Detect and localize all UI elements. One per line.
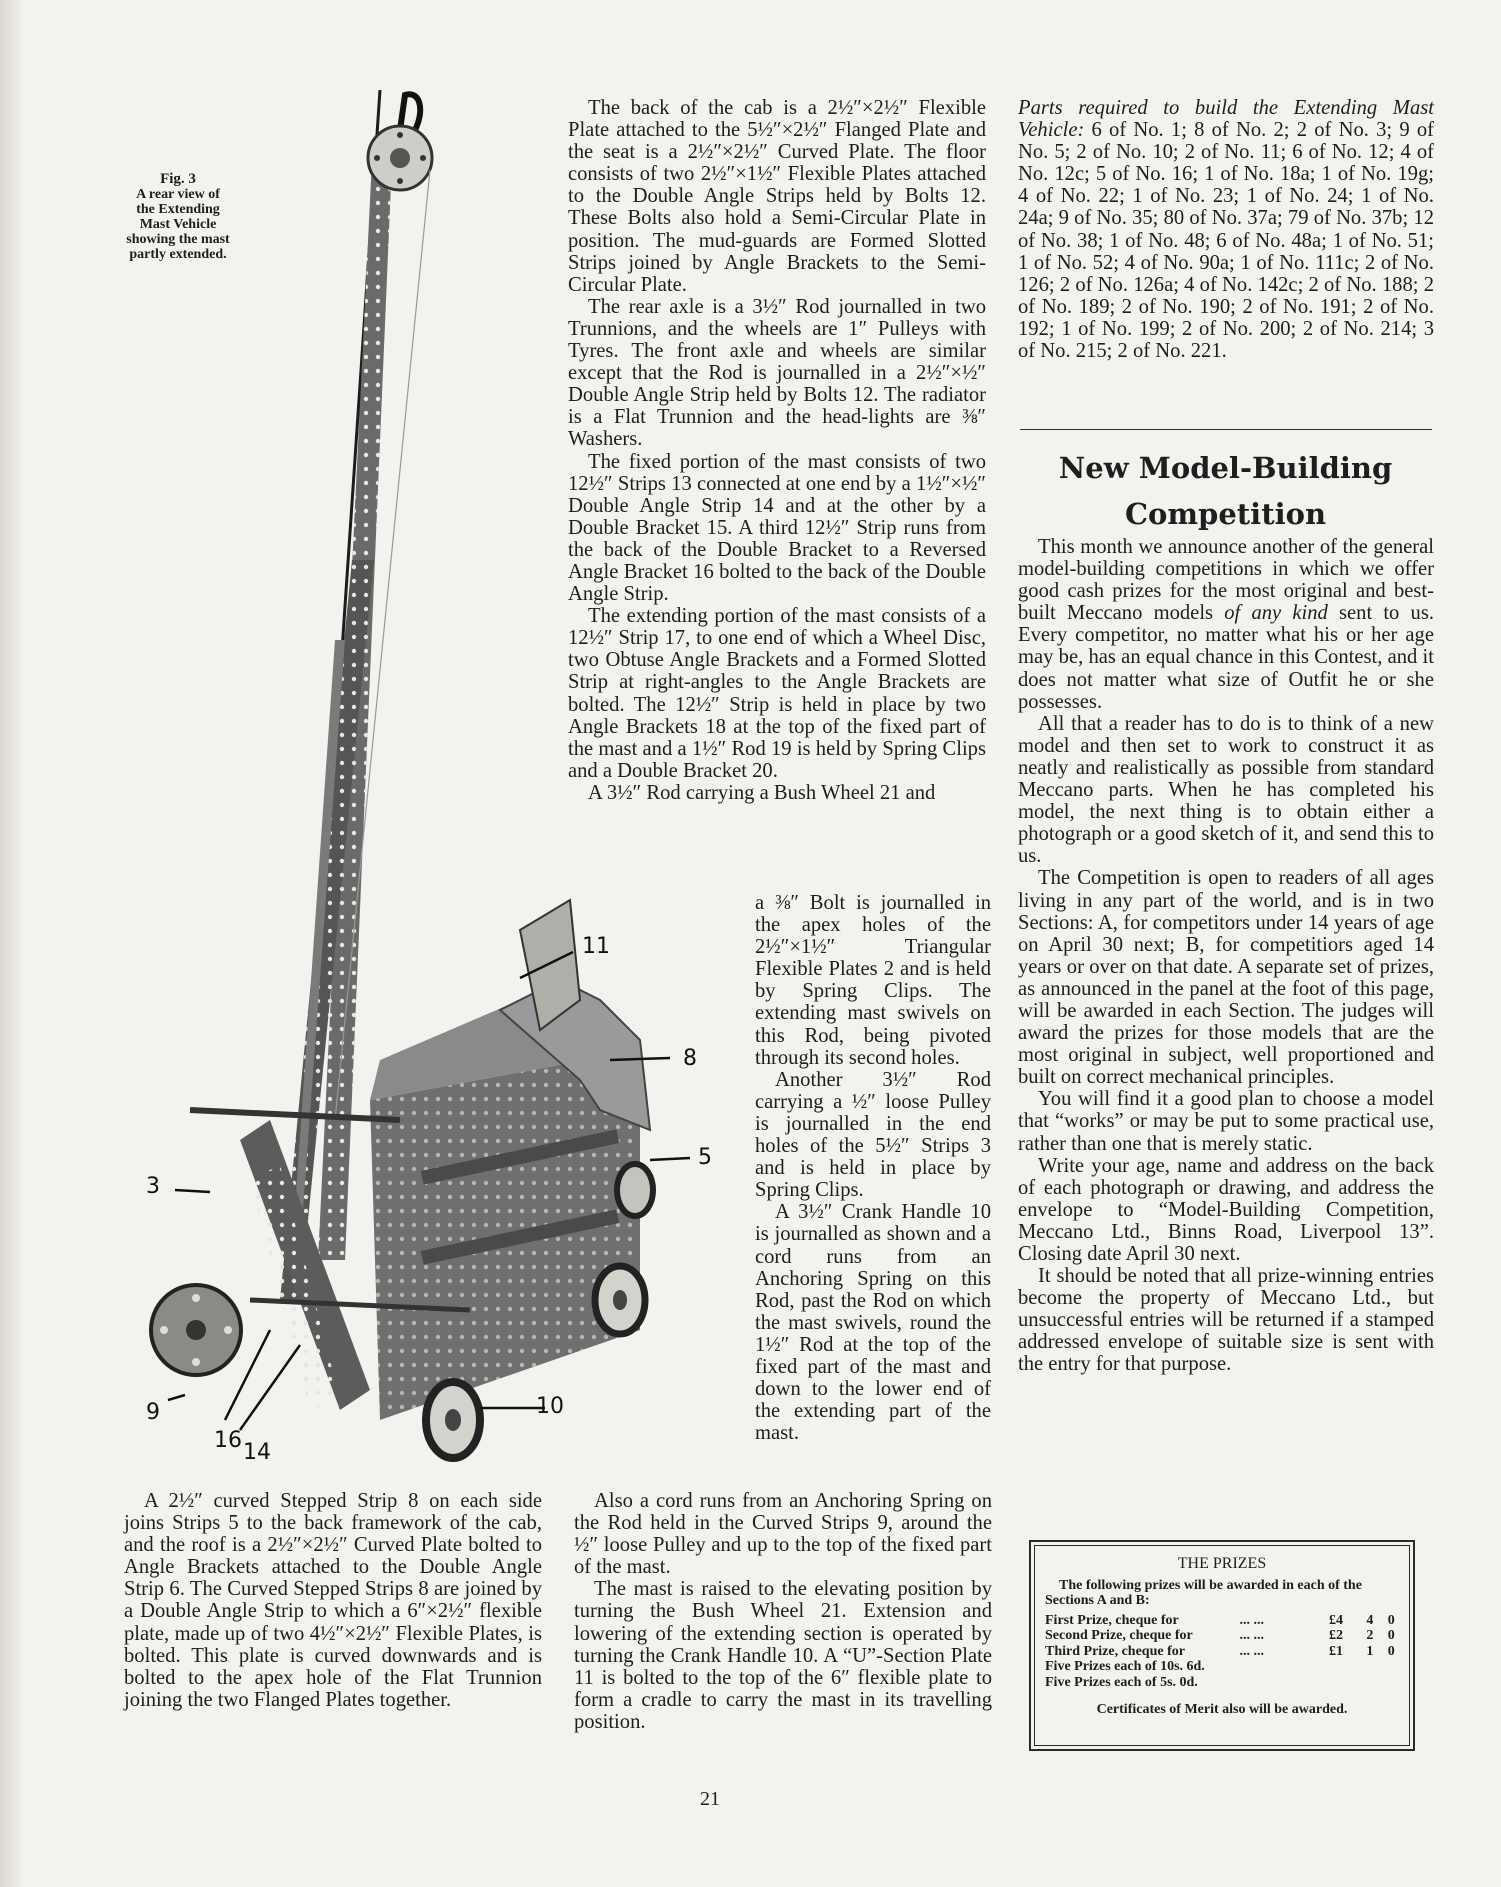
left-paragraph: A 2½″ curved Stepped Strip 8 on each side joins Strips 5 to the back framework of the cab, and the roof is a 2½″×2½″ Curved Plate bolted to Angle Brackets attached to the Double Angle Strip 6. The Curved Stepped Strips 8 are joined by a Double Angle Strip to which a 6″×2½″ flexible plate, made up of two 4½″×2½″ Flexible Plates, is bolted. This plate is curved downwards and is bolted to the apex hole of the Flat Trunnion joining the two Flanged Plates together.	[124, 1490, 542, 1711]
prizes-intro: The following prizes will be awarded in each of the Sections A and B:	[1045, 1577, 1362, 1608]
prize-extra: Five Prizes each of 5s. 0d.	[1045, 1674, 1198, 1690]
left-column	[124, 1490, 542, 1711]
callout-10: 10	[536, 1394, 564, 1419]
competition-p1-before: This month we announce another of the general model-building competitions in which we offer good cash prizes for the most original and best-built Meccano models	[1018, 536, 1434, 625]
middle-narrow-paragraph: A 3½″ Crank Handle 10 is journalled as shown and a cord runs from an Anchoring Spring on this Rod, past the Rod on which the mast swivels, round the 1½″ Rod at the top of the fixed part of the mast and down to the lower end of the extending part of the mast.	[755, 1201, 991, 1445]
callout-11: 11	[582, 934, 610, 959]
competition-paragraph	[1018, 536, 1434, 713]
competition-text	[1018, 536, 1434, 1376]
competition-paragraph: All that a reader has to do is to think of a new model and then set to work to construct it as neatly and realistically as possible from standard Meccano parts. When he has completed his model, the next thing is to obtain either a photograph or a good sketch of it, and send this to us.	[1018, 712, 1434, 868]
prize-dots: ... ...	[1239, 1643, 1265, 1659]
prize-pence: 0	[1387, 1643, 1395, 1659]
prize-pence: 0	[1387, 1628, 1395, 1643]
prize-label: Third Prize, cheque for	[1045, 1643, 1185, 1659]
prize-row-second	[1045, 1628, 1401, 1644]
prize-shillings: 4	[1366, 1612, 1374, 1628]
callout-14: 14	[243, 1440, 271, 1465]
prize-pence: 0	[1387, 1612, 1395, 1628]
parts-list-text: 6 of No. 1; 8 of No. 2; 2 of No. 3; 9 of No. 5; 2 of No. 10; 2 of No. 11; 6 of No. 12; 4 of No. 12c; 5 of No. 16; 1 of No. 18a; 1 of No. 19g; 4 of No. 22; 1 of No. 23; 1 of No. 24; 1 of No. 24a; 9 of No. 35; 80 of No. 37a; 79 of No. 37b; 12 of No. 38; 1 of No. 48; 6 of No. 48a; 1 of No. 51; 1 of No. 52; 4 of No. 90a; 1 of No. 111c; 2 of No. 126; 2 of No. 126a; 4 of No. 142c; 2 of No. 188; 2 of No. 189; 2 of No. 190; 2 of No. 191; 2 of No. 192; 1 of No. 199; 2 of No. 200; 2 of No. 214; 3 of No. 215; 2 of No. 221.	[1018, 119, 1434, 363]
parts-label: Parts required to build the Extending Mast Vehicle:	[1018, 97, 1434, 142]
parts-list	[1018, 97, 1434, 362]
caption-line: the Extending	[136, 202, 220, 217]
prize-extra: Five Prizes each of 10s. 6d.	[1045, 1659, 1205, 1674]
prizes-footer: Certificates of Merit also will be awarded.	[1096, 1702, 1348, 1717]
middle-paragraph: The extending portion of the mast consists of a 12½″ Strip 17, to one end of which a Wheel Disc, two Obtuse Angle Brackets and a Formed Slotted Strip at right-angles to the Angle Brackets are bolted. The 12½″ Strip is held in place by two Angle Brackets 18 at the top of the fixed part of the mast and a 1½″ Rod 19 is held by Spring Clips and a Double Bracket 20.	[568, 605, 986, 782]
competition-paragraph: Write your age, name and address on the back of each photograph or drawing, and address the envelope to “Model-Building Competition, Meccano Ltd., Binns Road, Liverpool 13”. Closing date April 30 next.	[1018, 1154, 1434, 1265]
middle-paragraph: The fixed portion of the mast consists of two 12½″ Strips 13 connected at one end by a 1½″×½″ Double Angle Strip 14 and at the other by a Double Bracket 15. A third 12½″ Strip runs from the back of the Double Bracket to a Reversed Angle Bracket 16 bolted to the back of the Double Angle Strip.	[568, 450, 986, 606]
callout-5: 5	[698, 1145, 712, 1170]
caption-fig-label: Fig. 3	[160, 171, 196, 187]
competition-paragraph: You will find it a good plan to choose a model that “works” or may be put to some practical use, rather than one that is merely static.	[1018, 1088, 1434, 1155]
caption-line: partly extended.	[129, 247, 227, 262]
section-divider	[1020, 429, 1432, 430]
middle-bottom-paragraph: Also a cord runs from an Anchoring Spring on the Rod held in the Curved Strips 9, around the ½″ loose Pulley and up to the top of the fixed part of the mast.	[574, 1490, 992, 1579]
middle-paragraph: The rear axle is a 3½″ Rod journalled in two Trunnions, and the wheels are 1″ Pulleys with Tyres. The front axle and wheels are similar except that the Rod is journalled in a 2½″×½″ Double Angle Strip held by Bolts 12. The radiator is a Flat Trunnion and the head-lights are ⅜″ Washers.	[568, 295, 986, 451]
prize-row-third	[1045, 1644, 1401, 1660]
callout-16: 16	[214, 1428, 242, 1453]
caption-line: A rear view of	[136, 187, 220, 202]
prizes-inner-border	[1034, 1545, 1410, 1746]
middle-column-top	[568, 97, 986, 804]
prize-label: Second Prize, cheque for	[1045, 1628, 1193, 1643]
prize-shillings: 2	[1366, 1628, 1374, 1643]
callout-9: 9	[146, 1400, 160, 1425]
prize-dots: ... ...	[1239, 1628, 1265, 1643]
prize-shillings: 1	[1366, 1643, 1374, 1659]
page-edge-shadow	[0, 0, 22, 1887]
page-number: 21	[700, 1788, 720, 1810]
middle-column-bottom	[574, 1490, 992, 1733]
prize-label: First Prize, cheque for	[1045, 1612, 1179, 1628]
prize-pounds: £1	[1329, 1643, 1344, 1659]
middle-paragraph: The back of the cab is a 2½″×2½″ Flexible Plate attached to the 5½″×2½″ Flanged Plate and the seat is a 2½″×2½″ Curved Plate. The floor consists of two 2½″×1½″ Flexible Plates attached to the Double Angle Strips held by Bolts 12. These Bolts also hold a Semi-Circular Plate in position. The mud-guards are Formed Slotted Strips joined by Angle Brackets to the Semi-Circular Plate.	[568, 97, 986, 296]
prizes-panel	[1029, 1540, 1415, 1751]
callout-3: 3	[146, 1174, 160, 1199]
heading-line-1: New Model-Building	[1058, 451, 1393, 485]
competition-p1-emphasis: of any kind	[1224, 602, 1328, 625]
prizes-title: THE PRIZES	[1177, 1555, 1267, 1572]
competition-paragraph: The Competition is open to readers of all ages living in any part of the world, and is in two Sections: A, for competitors under 14 years of age on April 30 next; B, for competitiors aged 14 years or over on that date. A separate set of prizes, as announced in the panel at the foot of this page, will be awarded in each Section. The judges will award the prizes for those models that are the most original in subject, well proportioned and built on correct mechanical principles.	[1018, 867, 1434, 1089]
middle-bottom-paragraph: The mast is raised to the elevating position by turning the Bush Wheel 21. Extension and lowering of the extending section is operated by turning the Crank Handle 10. A “U”-Section Plate 11 is bolted to the top of the 6″ flexible plate to form a cradle to carry the mast in its travelling position.	[574, 1578, 992, 1733]
prize-row-first	[1045, 1613, 1401, 1629]
callout-8: 8	[683, 1046, 697, 1071]
middle-wrap-intro: A 3½″ Rod carrying a Bush Wheel 21 and	[588, 781, 936, 804]
vehicle-body	[190, 900, 650, 1420]
prize-dots: ... ...	[1239, 1612, 1265, 1628]
prize-pounds: £4	[1329, 1612, 1344, 1628]
prize-pounds: £2	[1329, 1628, 1344, 1643]
middle-column-narrow	[755, 892, 991, 1444]
middle-narrow-paragraph: Another 3½″ Rod carrying a ½″ loose Pulley is journalled in the end holes of the 5½″ Strips 3 and is held in place by Spring Clips.	[755, 1068, 991, 1202]
heading-line-2: Competition	[1124, 497, 1327, 531]
competition-p1-after: sent to us. Every competitor, no matter what his or her age may be, has an equal chance in this Contest, and it does not matter what size of Outfit he or she possesses.	[1018, 602, 1434, 713]
caption-line: Mast Vehicle	[139, 217, 217, 232]
middle-narrow-paragraph: a ⅜″ Bolt is journalled in the apex holes of the 2½″×1½″ Triangular Flexible Plates 2 and is held by Spring Clips. The extending mast swivels on this Rod, being pivoted through its second holes.	[755, 892, 991, 1069]
competition-paragraph: It should be noted that all prize-winning entries become the property of Meccano Ltd., but unsuccessful entries will be returned if a stamped addressed envelope of suitable size is sent with the entry for that purpose.	[1018, 1265, 1434, 1376]
caption-line: showing the mast	[126, 232, 230, 247]
competition-heading	[1018, 445, 1433, 537]
